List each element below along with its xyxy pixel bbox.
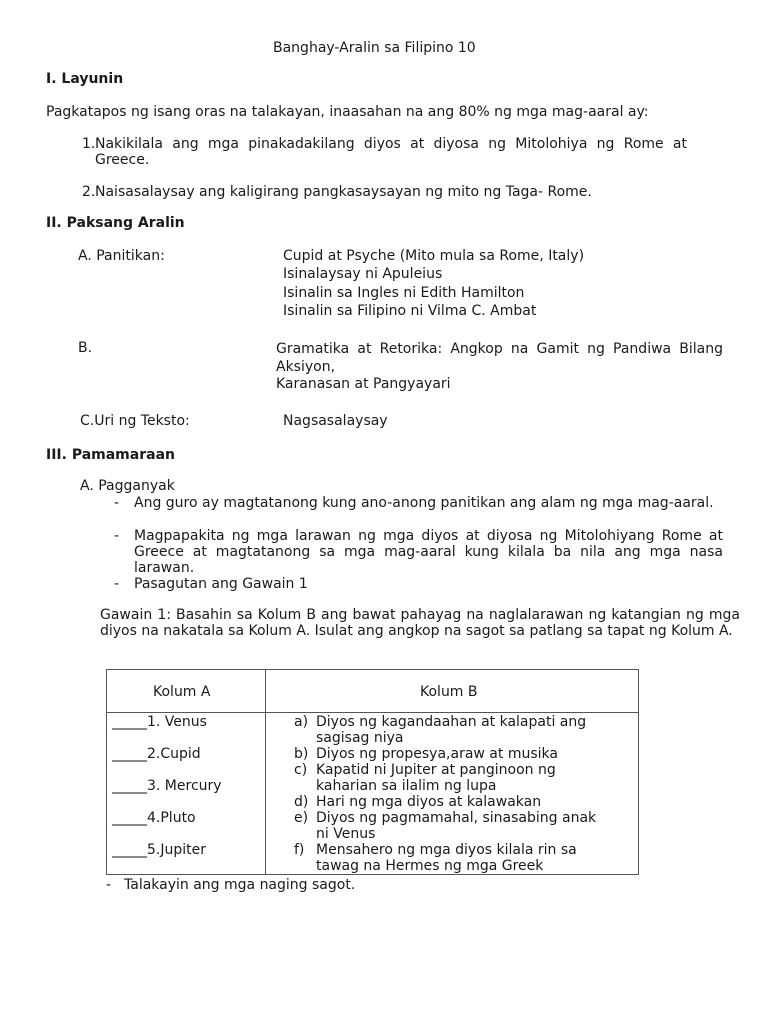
table-header-divider: [107, 712, 638, 713]
kolum-b-letter: b): [294, 746, 309, 762]
kolum-b-text: Diyos ng propesya,araw at musika: [316, 746, 558, 762]
kolum-b-text: ni Venus: [316, 826, 376, 842]
kolum-b-text: Diyos ng pagmamahal, sinasabing anak: [316, 810, 597, 826]
kolum-b-letter: d): [294, 794, 309, 810]
pagganyak-bullet: Ang guro ay magtatanong kung ano-anong panitikan ang alam ng mga mag-aaral.: [134, 495, 714, 511]
bullet-dash: -: [114, 495, 120, 511]
kolum-b-letter: c): [294, 762, 308, 778]
panitikan-line: Cupid at Psyche (Mito mula sa Rome, Italy): [283, 248, 585, 264]
pagganyak-bullet: Pasagutan ang Gawain 1: [134, 576, 308, 592]
section-heading-pamamaraan: III. Pamamaraan: [46, 447, 175, 463]
kolum-b-text: Hari ng mga diyos at kalawakan: [316, 794, 542, 810]
layunin-intro: Pagkatapos ng isang oras na talakayan, inaasahan na ang 80% ng mga mag-aaral ay:: [46, 104, 649, 120]
layunin-item-text: Naisasalaysay ang kaligirang pangkasaysayan ng mito ng Taga- Rome.: [95, 184, 592, 200]
panitikan-line: Isinalin sa Filipino ni Vilma C. Ambat: [283, 303, 537, 319]
section-heading-layunin: I. Layunin: [46, 71, 124, 87]
kolum-b-text: Diyos ng kagandaahan at kalapati ang: [316, 714, 587, 730]
gramatika-label: B.: [78, 340, 93, 356]
uri-ng-teksto-label: C.Uri ng Teksto:: [80, 413, 190, 429]
bullet-dash: -: [114, 528, 120, 544]
kolum-a-item: _____3. Mercury: [112, 778, 222, 794]
gawain-instructions: Gawain 1: Basahin sa Kolum B ang bawat pahayag na naglalarawan ng katangian ng mga diyos na nakatala sa Kolum A. Isulat ang angkop na sagot sa patlang sa tapat ng Kolum A.: [100, 607, 740, 639]
kolum-a-item: _____5.Jupiter: [112, 842, 206, 858]
kolum-b-letter: a): [294, 714, 309, 730]
kolum-b-text: tawag na Hermes ng mga Greek: [316, 858, 544, 874]
kolum-b-text: sagisag niya: [316, 730, 404, 746]
table-header-kolum-a: Kolum A: [153, 684, 211, 700]
kolum-a-item: _____2.Cupid: [112, 746, 201, 762]
kolum-b-text: Mensahero ng mga diyos kilala rin sa: [316, 842, 577, 858]
pagganyak-heading: A. Pagganyak: [80, 478, 175, 494]
panitikan-label: A. Panitikan:: [78, 248, 165, 264]
section-heading-paksang-aralin: II. Paksang Aralin: [46, 215, 185, 231]
bullet-dash: -: [106, 877, 112, 893]
gramatika-text-cont: Karanasan at Pangyayari: [276, 376, 451, 392]
gramatika-text: Gramatika at Retorika: Angkop na Gamit ng Pandiwa Bilang Aksiyon,: [276, 341, 723, 375]
kolum-b-text: Kapatid ni Jupiter at panginoon ng: [316, 762, 556, 778]
document-title: Banghay-Aralin sa Filipino 10: [273, 40, 476, 56]
layunin-item-text: Nakikilala ang mga pinakadakilang diyos at diyosa ng Mitolohiya ng Rome at Greece.: [95, 136, 687, 168]
uri-ng-teksto-value: Nagsasalaysay: [283, 413, 388, 429]
panitikan-line: Isinalin sa Ingles ni Edith Hamilton: [283, 285, 525, 301]
table-column-divider: [265, 670, 266, 874]
kolum-b-text: kaharian sa ilalim ng lupa: [316, 778, 497, 794]
kolum-a-item: _____1. Venus: [112, 714, 207, 730]
kolum-b-letter: e): [294, 810, 309, 826]
kolum-a-item: _____4.Pluto: [112, 810, 196, 826]
layunin-item-number: 2.: [82, 184, 96, 200]
layunin-item-number: 1.: [82, 136, 96, 152]
pagganyak-bullet: Magpapakita ng mga larawan ng mga diyos at diyosa ng Mitolohiyang Rome at Greece at magtatanong sa mga mag-aaral kung kilala ba nila ang mga nasa larawan.: [134, 528, 723, 576]
kolum-b-letter: f): [294, 842, 305, 858]
bullet-dash: -: [114, 576, 120, 592]
panitikan-line: Isinalaysay ni Apuleius: [283, 266, 443, 282]
table-header-kolum-b: Kolum B: [420, 684, 478, 700]
talakayin-note: Talakayin ang mga naging sagot.: [124, 877, 356, 893]
